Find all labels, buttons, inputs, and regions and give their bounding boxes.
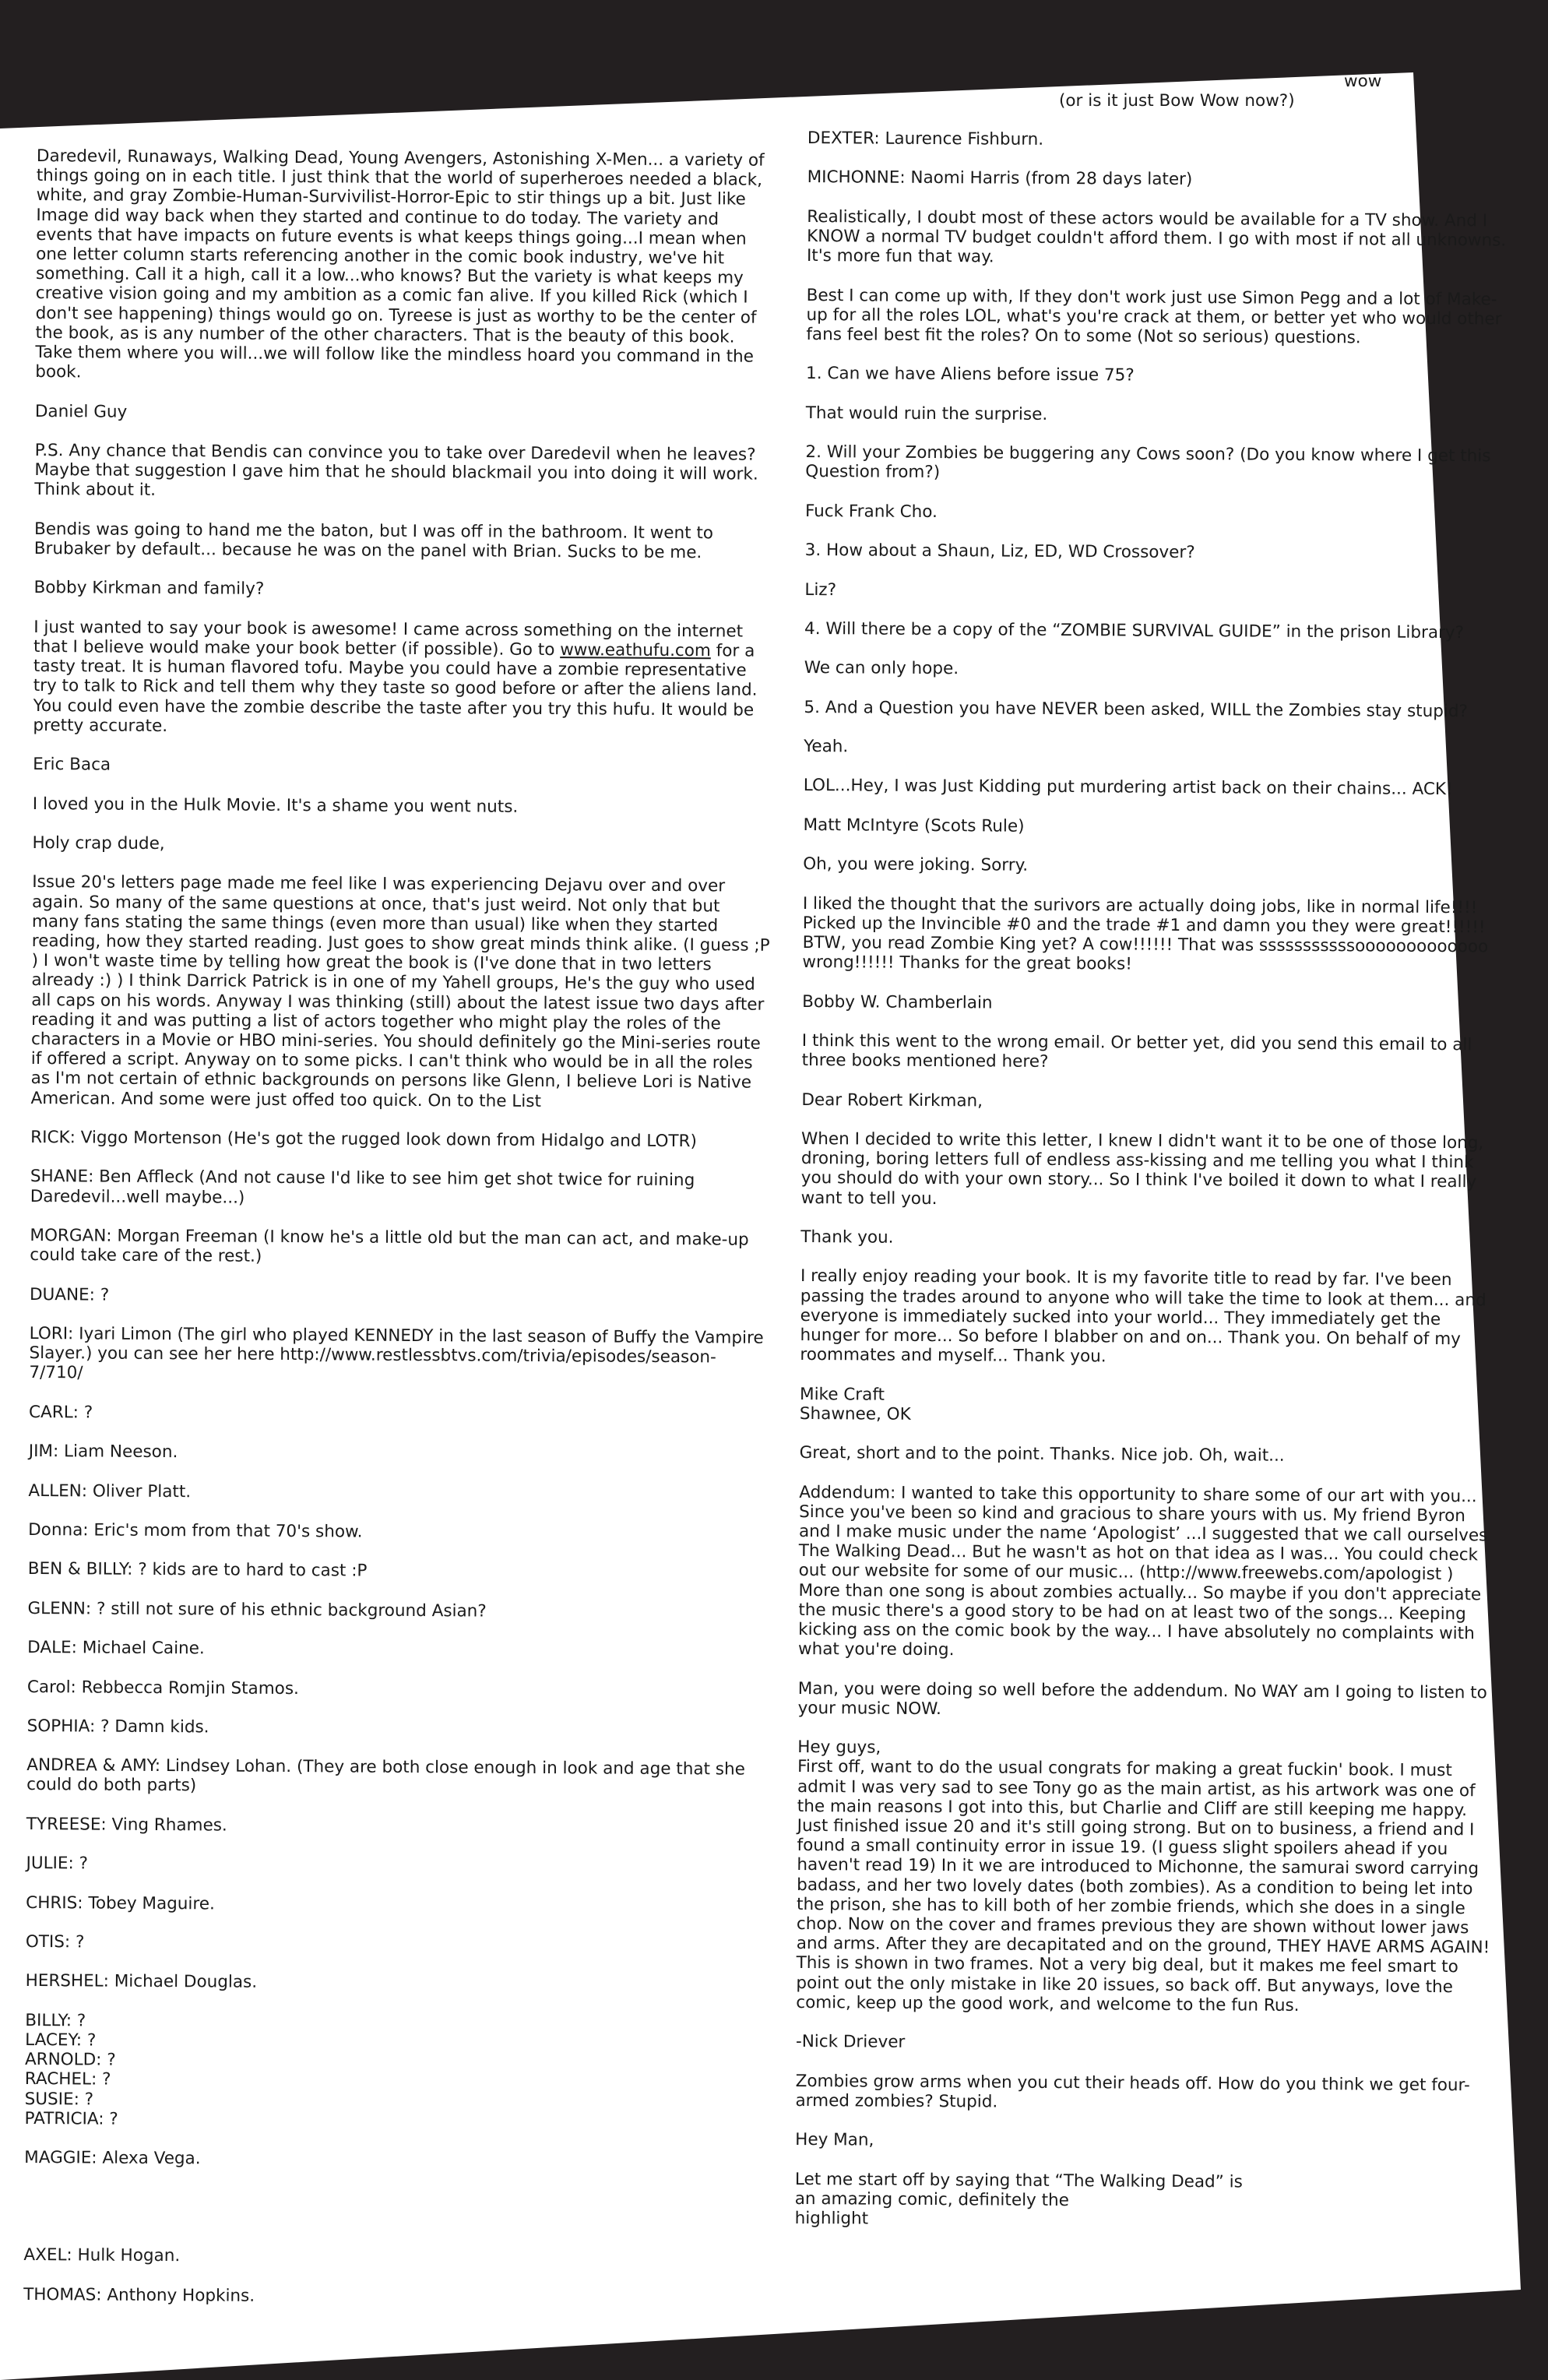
signature: -Nick Driever — [795, 2032, 906, 2053]
salutation: Holy crap dude, — [32, 833, 165, 854]
cast-item: PATRICIA: ? — [24, 2108, 118, 2129]
editor-reply: I loved you in the Hulk Movie. It's a shame you went nuts. — [32, 794, 519, 817]
cast-item: HERSHEL: Michael Douglas. — [25, 1971, 258, 1993]
paragraph: When I decided to write this letter, I knew I didn't want it to be one of those long, droning, boring letters full of endless ass-kissing and me telling you what I think you should do with your own story... So I think I've boiled it down to what I really want to tell you. — [800, 1129, 1484, 1209]
editor-reply: Zombies grow arms when you cut their heads off. How do you think we get four-armed zombies? Stupid. — [795, 2071, 1470, 2112]
signature: Bobby W. Chamberlain — [802, 991, 993, 1013]
cast-item: BILLY: ? — [25, 2010, 86, 2031]
editor-reply: Man, you were doing so well before the addendum. No WAY am I going to listen to your music NOW. — [797, 1678, 1487, 1719]
paragraph: I liked the thought that the surivors are actually doing jobs, like in normal life!!!! Picked up the Invincible #0 and the trade #1 and damn you they were great!!!!!! BTW, you read Zombie King yet? A cow!!!!!! That was sssssssssssooooooooooooo wrong!!!!!! Thanks for the great books! — [802, 893, 1489, 974]
cast-item: THOMAS: Anthony Hopkins. — [23, 2284, 255, 2306]
question: 4. Will there be a copy of the “ZOMBIE SURVIVAL GUIDE” in the prison Library? — [804, 618, 1465, 643]
editor-reply: Great, short and to the point. Thanks. Nice job. Oh, wait... — [799, 1443, 1285, 1466]
cast-item: ANDREA & AMY: Lindsey Lohan. (They are both close enough in look and age that she could do both parts) — [26, 1755, 745, 1796]
cast-item: DEXTER: Laurence Fishburn. — [807, 129, 1044, 150]
editor-reply: Oh, you were joking. Sorry. — [803, 854, 1029, 876]
cast-item: Carol: Rebbecca Romjin Stamos. — [26, 1677, 299, 1699]
paragraph: Hey guys, First off, want to do the usual congrats for making a great fuckin' book. I must admit I was very sad to see Tony go as the main artist, as his artwork was one of the main reasons I got into this, but Charlie and Cliff are still keeping me happy. Just finished issue 20 and it's still going strong. But on to business, a friend and I found a small continuity error in issue 19. (I guess slight spoilers ahead if you haven't read 19) In it we are introduced to Michonne, the samurai sword carrying badass, and her two lovely dates (both zombies). As a condition to being let into the prison, she has to kill both of her zombie friends, which she does in a single chop. Now on the cover and frames previous they are shown without lower jaws and arms. After they are decapitated and on the ground, THEY HAVE ARMS AGAIN! This is shown in two frames. Not a very big deal, but it makes me feel smart to point out the only mistake in like 20 issues, so back off. But anyways, love the comic, keep up the good work, and welcome to the fun Rus. — [796, 1737, 1490, 2016]
paragraph: Issue 20's letters page made me feel like I was experiencing Dejavu over and over again. So many of the same questions at once, that's just weird. Not only that but many fans stating the same things (even more than usual) like when they started reading, how they started reading. Just goes to show great minds think alike. (I guess ;P ) I won't waste time by telling how great the book is (I've done that in two letters already :) ) I think Darrick Patrick is in one of my Yahell groups, He's the guy who used all caps on his words. Anyway I was thinking (still) about the latest issue two days after reading it and was putting a list of actors together who might play the roles of the characters in a Movie or HBO mini-series. You should definitely go the Mini-series route if offered a script. Anyway on to some picks. I can't think who would be in all the roles as I'm not certain of ethnic backgrounds on persons like Glenn, I believe Lori is Native American. And some were just offed too quick. On to the List — [30, 872, 770, 1111]
cast-item: SUSIE: ? — [24, 2089, 94, 2110]
cast-item: LACEY: ? — [25, 2030, 97, 2051]
editor-reply: We can only hope. — [804, 658, 959, 679]
editor-reply: Bendis was going to hand me the baton, but I was off in the bathroom. It went to Brubaker by default... because he was on the panel with Brian. Sucks to be me. — [33, 519, 714, 563]
salutation: Dear Robert Kirkman, — [801, 1090, 983, 1111]
signature: Matt McIntyre (Scots Rule) — [803, 815, 1025, 836]
cast-item: SHANE: Ben Affleck (And not cause I'd like to see him get shot twice for ruining Daredevil...well maybe...) — [30, 1167, 695, 1208]
signature: Daniel Guy — [34, 401, 128, 422]
cast-item: MAGGIE: Alexa Vega. — [24, 2148, 201, 2169]
signature: Mike Craft Shawnee, OK — [799, 1384, 911, 1424]
right-column — [795, 129, 1508, 2233]
cast-item: ARNOLD: ? — [24, 2050, 116, 2070]
paragraph: P.S. Any chance that Bendis can convince you to take over Daredevil when he leaves? Maybe that suggestion I gave him that he should blackmail you into doing it will work. Think about it. — [34, 441, 758, 501]
hufu-text-after: for a tasty treat. It is human flavored tofu. Maybe you could have a zombie representative try to talk to Rick and tell them why they taste so good before or after the aliens land. You could even have the zombie describe the taste after you try this hufu. It would be pretty accurate. — [33, 641, 758, 736]
paragraph: Daredevil, Runaways, Walking Dead, Young Avengers, Astonishing X-Men... a variety of things going on in each title. I just think that the world of superheroes needed a black, white, and gray Zombie-Human-Survivilist-Horror-Epic to stir things up a bit. Just like Image did way back when they started and continue to do today. The variety and events that have impacts on future events is what keeps things going...I mean when one letter column starts referencing another in the comic book industry, we've hit something. Call it a high, call it a low...who knows? But the variety is what keeps my creative vision going and my ambition as a comic fan alive. If you killed Rick (which I don't see happening) things would go on. Tyreese is just as worthy to be the center of the book, as is any number of the other characters. That is the beauty of this book. Take them where you will...we will follow like the mindless hoard you command in the book. — [35, 146, 765, 382]
salutation: Bobby Kirkman and family? — [33, 578, 265, 600]
bow-wow-text: (or is it just Bow Wow now?) — [1059, 91, 1295, 111]
editor-reply: Liz? — [804, 579, 837, 600]
cast-item: BEN & BILLY: ? kids are to hard to cast :P — [27, 1559, 368, 1581]
editor-reply: I think this went to the wrong email. Or better yet, did you send this email to all three books mentioned here? — [801, 1031, 1472, 1072]
question: 3. How about a Shaun, Liz, ED, WD Crossover? — [804, 540, 1195, 563]
question: 2. Will your Zombies be buggering any Cows soon? (Do you know where I get this Question from?) — [805, 442, 1491, 483]
signature: Eric Baca — [33, 755, 111, 775]
cast-item: JIM: Liam Neeson. — [28, 1442, 178, 1463]
cast-item: CARL: ? — [28, 1402, 93, 1423]
cast-item: MICHONNE: Naomi Harris (from 28 days later) — [807, 167, 1193, 190]
cast-item: LORI: Iyari Limon (The girl who played KENNEDY in the last season of Buffy the Vampire Slayer.) you can see her here http://www.restlessbtvs.com/trivia/episodes/season-7/710/ — [29, 1323, 764, 1383]
hufu-text-before: I just wanted to say your book is awesome! I came across something on the internet that I believe would make your book better (if possible). Go to — [33, 617, 744, 660]
paragraph: Best I can come up with, If they don't work just use Simon Pegg and a lot of Make-up for all the roles LOL, what's you're crack at them, or better yet who would other fans feel best fit the roles? On to some (Not so serious) questions. — [806, 285, 1502, 348]
cast-item: RICK: Viggo Mortenson (He's got the rugged look down from Hidalgo and LOTR) — [30, 1127, 698, 1152]
cast-item: JULIE: ? — [26, 1854, 89, 1874]
salutation: Hey Man, — [795, 2130, 874, 2150]
paragraph: Thank you. — [800, 1227, 894, 1248]
paragraph: I really enjoy reading your book. It is my favorite title to read by far. I've been passing the trades around to anyone who will take the time to look at them... and everyone is immediately sucked into your world... They immediately get the hunger for more... So before I blabber on and on... Thank you. On behalf of my roommates and myself... Thank you. — [800, 1266, 1486, 1367]
wow-text: wow — [1344, 72, 1382, 91]
question: 1. Can we have Aliens before issue 75? — [806, 364, 1135, 386]
cast-item: TYREESE: Ving Rhames. — [26, 1814, 227, 1836]
editor-reply: That would ruin the surprise. — [805, 403, 1048, 424]
cast-item: DALE: Michael Caine. — [27, 1638, 205, 1659]
cast-item: OTIS: ? — [25, 1932, 85, 1952]
eathufu-link[interactable]: www.eathufu.com — [560, 640, 711, 661]
cast-item: GLENN: ? still not sure of his ethnic background Asian? — [27, 1598, 487, 1621]
paragraph: Realistically, I doubt most of these actors would be available for a TV show. And I KNOW a normal TV budget couldn't afford them. I go with most if not all unknowns. It's more fun that way. — [806, 206, 1507, 267]
cast-item: SOPHIA: ? Damn kids. — [26, 1716, 209, 1737]
paragraph: Addendum: I wanted to take this opportunity to share some of our art with you... Since you've been so kind and gracious to share yours with us. My friend Byron and I make music under the name ‘Apologist’ ...I suggested that we call ourselves The Walking Dead... But he wasn't as hot on that idea as I was... You could check out our website for some of our music... (http://www.freewebs.com/apologist ) More than one song is about zombies actually... So maybe if you don't appreciate the music there's a good story to be had on at least two of the songs... Keeping kicking ass on the comic book by the way... I have absolutely no complaints with what you're doing. — [797, 1482, 1488, 1660]
paragraph — [33, 618, 773, 740]
cast-item: RACHEL: ? — [24, 2069, 111, 2090]
paragraph: LOL...Hey, I was Just Kidding put murdering artist back on their chains... ACK! — [803, 776, 1453, 800]
left-column — [23, 146, 776, 2329]
cast-item: AXEL: Hulk Hogan. — [23, 2245, 181, 2266]
cast-item: CHRIS: Tobey Maguire. — [26, 1892, 215, 1914]
cast-item: Donna: Eric's mom from that 70's show. — [28, 1519, 363, 1542]
question: 5. And a Question you have NEVER been asked, WILL the Zombies stay stupid? — [804, 697, 1469, 721]
editor-reply: Fuck Frank Cho. — [804, 501, 938, 522]
editor-reply: Yeah. — [804, 737, 849, 757]
cast-item: ALLEN: Oliver Platt. — [28, 1480, 192, 1502]
cast-list — [24, 2011, 765, 2133]
cast-item: MORGAN: Morgan Freeman (I know he's a little old but the man can act, and make-up could take care of the rest.) — [30, 1225, 749, 1266]
cast-item: DUANE: ? — [29, 1284, 110, 1305]
paragraph: Let me start off by saying that “The Walking Dead” is an amazing comic, definitely the highlight — [794, 2169, 1243, 2229]
